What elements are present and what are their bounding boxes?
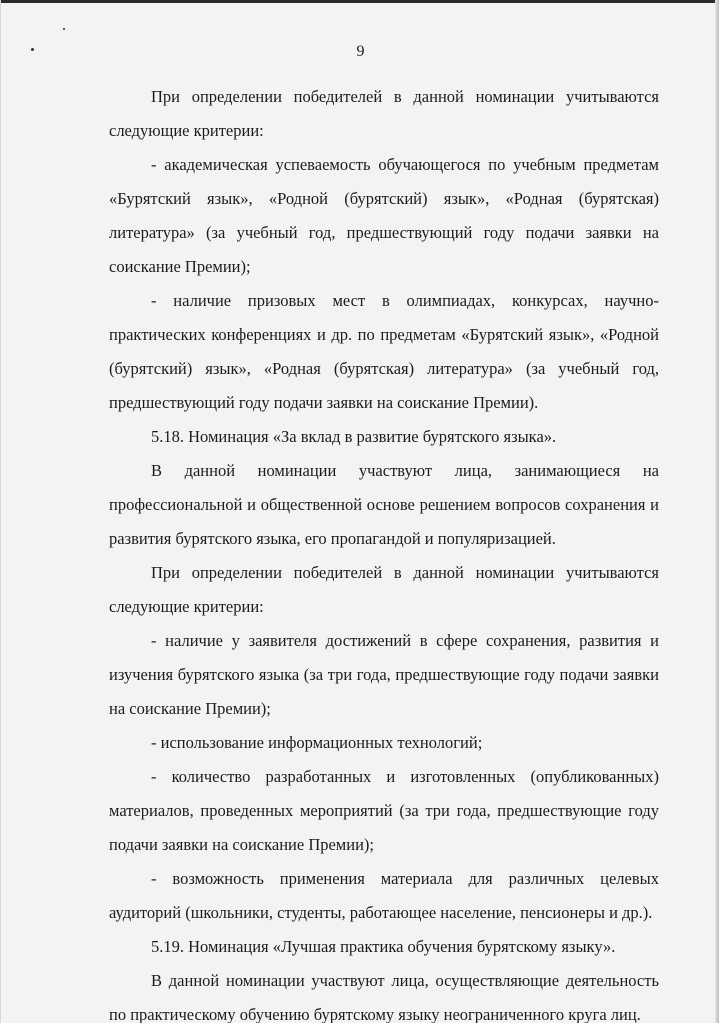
paragraph-participants-5-19: В данной номинации участвуют лица, осуществляющие деятельность по практическому обучению бурятскому языку неограниченного круга лиц. bbox=[109, 971, 659, 1023]
paragraph-nomination-5-19: 5.19. Номинация «Лучшая практика обучения бурятскому языку». bbox=[151, 937, 616, 956]
paragraph-criteria-intro: При определении победителей в данной номинации учитываются следующие критерии: bbox=[109, 87, 659, 140]
paragraph-criterion-academic: - академическая успеваемость обучающегося по учебным предметам «Бурятский язык», «Родной (бурятский) язык», «Родная (бурятская) литература» (за учебный год, предшествующий году подачи заявки на соискание Премии); bbox=[109, 155, 659, 276]
paragraph-participants-5-18: В данной номинации участвуют лица, занимающиеся на профессиональной и общественной основе решением вопросов сохранения и развития бурятского языка, его пропагандой и популяризацией. bbox=[109, 461, 659, 548]
scan-speck bbox=[63, 28, 65, 30]
page-number: 9 bbox=[356, 43, 365, 60]
scan-top-edge bbox=[1, 0, 719, 3]
paragraph-criterion-audiences: - возможность применения материала для различных целевых аудиторий (школьники, студенты, работающее население, пенсионеры и др.). bbox=[109, 869, 659, 922]
scan-right-edge bbox=[715, 0, 719, 1023]
paragraph-criterion-prizes: - наличие призовых мест в олимпиадах, конкурсах, научно-практических конференциях и др. по предметам «Бурятский язык», «Родной (бурятский) язык», «Родная (бурятская) литература» (за учебный год, предшествующий году подачи заявки на соискание Премии). bbox=[109, 291, 659, 412]
paragraph-criterion-it: - использование информационных технологий; bbox=[151, 733, 483, 752]
paragraph-nomination-5-18: 5.18. Номинация «За вклад в развитие бурятского языка». bbox=[151, 427, 557, 446]
document-body bbox=[109, 80, 659, 1023]
paragraph-criterion-achievements: - наличие у заявителя достижений в сфере сохранения, развития и изучения бурятского языка (за три года, предшествующие году подачи заявки на соискание Премии); bbox=[109, 631, 659, 718]
paragraph-criteria-intro-5-18: При определении победителей в данной номинации учитываются следующие критерии: bbox=[109, 563, 659, 616]
paragraph-criterion-materials: - количество разработанных и изготовленных (опубликованных) материалов, проведенных мероприятий (за три года, предшествующие году подачи заявки на соискание Премии); bbox=[109, 767, 659, 854]
